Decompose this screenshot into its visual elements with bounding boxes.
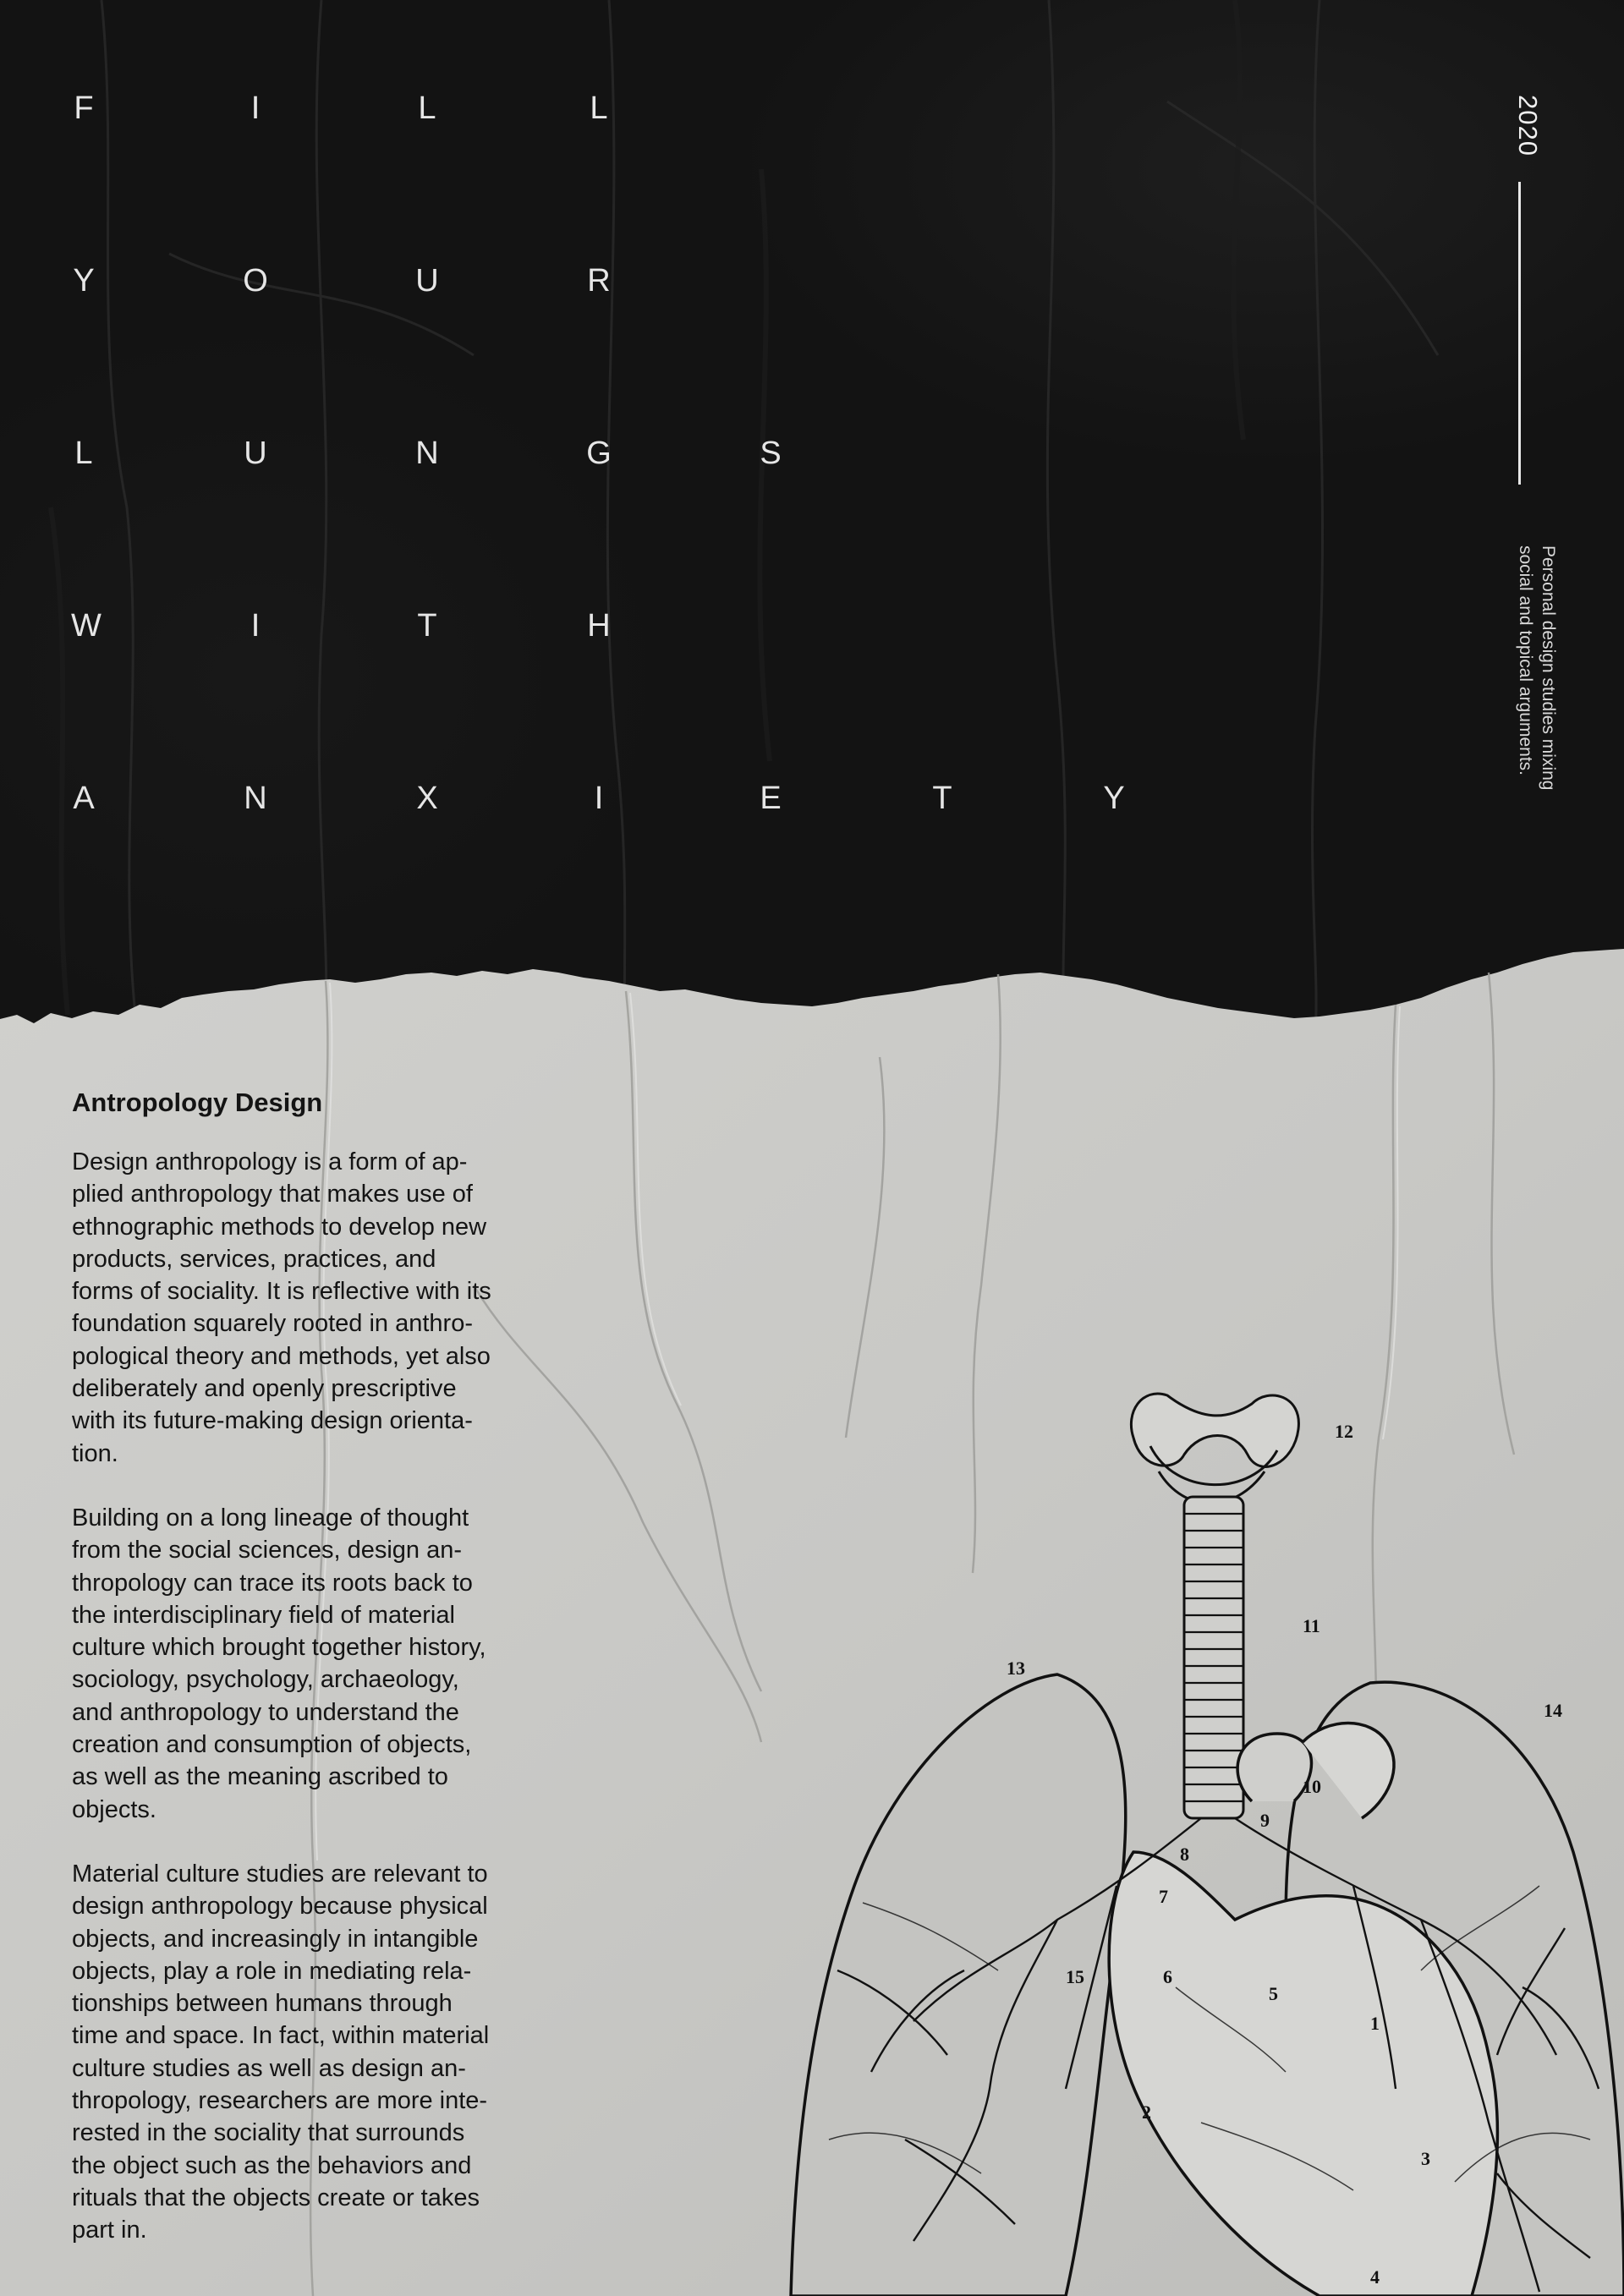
illustration-label: 11 [1303, 1615, 1320, 1636]
headline-letter: U [415, 263, 439, 299]
headline-letter-grid [71, 91, 1273, 954]
headline-letter: L [418, 90, 436, 126]
headline-letter: E [760, 781, 782, 816]
illustration-label: 12 [1335, 1421, 1353, 1442]
article-title: Antropology Design [72, 1088, 323, 1117]
dark-poster-area [0, 0, 1624, 1032]
side-caption: Personal design studies mixing social and topical arguments. [1516, 545, 1558, 791]
headline-letter: N [415, 436, 439, 471]
headline-letter: T [932, 781, 952, 816]
headline-letter: I [250, 608, 261, 644]
headline-letter: F [74, 90, 94, 126]
headline-letter: I [594, 781, 604, 816]
illustration-label: 10 [1303, 1776, 1321, 1797]
illustration-label: 14 [1544, 1700, 1562, 1721]
lungs-heart-illustration [778, 1378, 1624, 2296]
headline-letter: Y [73, 263, 95, 299]
article-paragraph: Building on a long lineage of thought from the social sciences, design an- thropology can trace its roots back to the interdisciplinary field of material culture which brought together history, sociology, psychology, archaeology, and anthropology to understand the creation and consumption of objects, as well as the meaning ascribed to objects. [72, 1504, 486, 1823]
headline-letter: Y [1103, 781, 1125, 816]
illustration-label: 3 [1421, 2148, 1430, 2169]
headline-letter: O [243, 263, 268, 299]
illustration-label: 7 [1159, 1886, 1168, 1907]
headline-letter: U [244, 436, 267, 471]
headline-letter: G [586, 436, 612, 471]
headline-letter: W [71, 608, 102, 644]
illustration-label: 5 [1269, 1983, 1278, 2004]
vertical-divider [1518, 182, 1521, 485]
article-column [72, 1087, 546, 2279]
headline-letter: H [587, 608, 611, 644]
headline-letter: I [250, 90, 261, 126]
headline-letter: S [760, 436, 782, 471]
illustration-label: 1 [1370, 2013, 1380, 2034]
article-paragraph: Design anthropology is a form of ap- plied anthropology that makes use of ethnographic methods to develop new products, services, practices, and forms of sociality. It is reflective with its foundation squarely rooted in anthro- pological theory and methods, yet also deliberately and openly prescriptive with its future-making design orienta- tion. [72, 1148, 491, 1467]
headline-letter: A [73, 781, 95, 816]
headline-letter: L [590, 90, 608, 126]
headline-letter: X [416, 781, 438, 816]
illustration-label: 13 [1007, 1658, 1025, 1679]
illustration-label: 9 [1260, 1810, 1270, 1831]
illustration-label: 6 [1163, 1966, 1172, 1987]
illustration-label: 8 [1180, 1844, 1189, 1865]
article-paragraph: Material culture studies are relevant to design anthropology because physical objects, and increasingly in intangible objects, play a role in mediating rela- tionships between humans through time and space. In fact, within material culture studies as well as design an- thropology, researchers are more inte- rested in the sociality that surrounds the object such as the behaviors and rituals that the objects create or takes part in. [72, 1860, 490, 2244]
headline-letter: L [74, 436, 93, 471]
headline-letter: T [417, 608, 437, 644]
illustration-label: 2 [1142, 2101, 1151, 2123]
headline-letter: N [244, 781, 267, 816]
headline-letter: R [587, 263, 611, 299]
illustration-label: 4 [1370, 2266, 1380, 2288]
illustration-label: 15 [1066, 1966, 1084, 1987]
year-label: 2020 [1513, 95, 1543, 156]
